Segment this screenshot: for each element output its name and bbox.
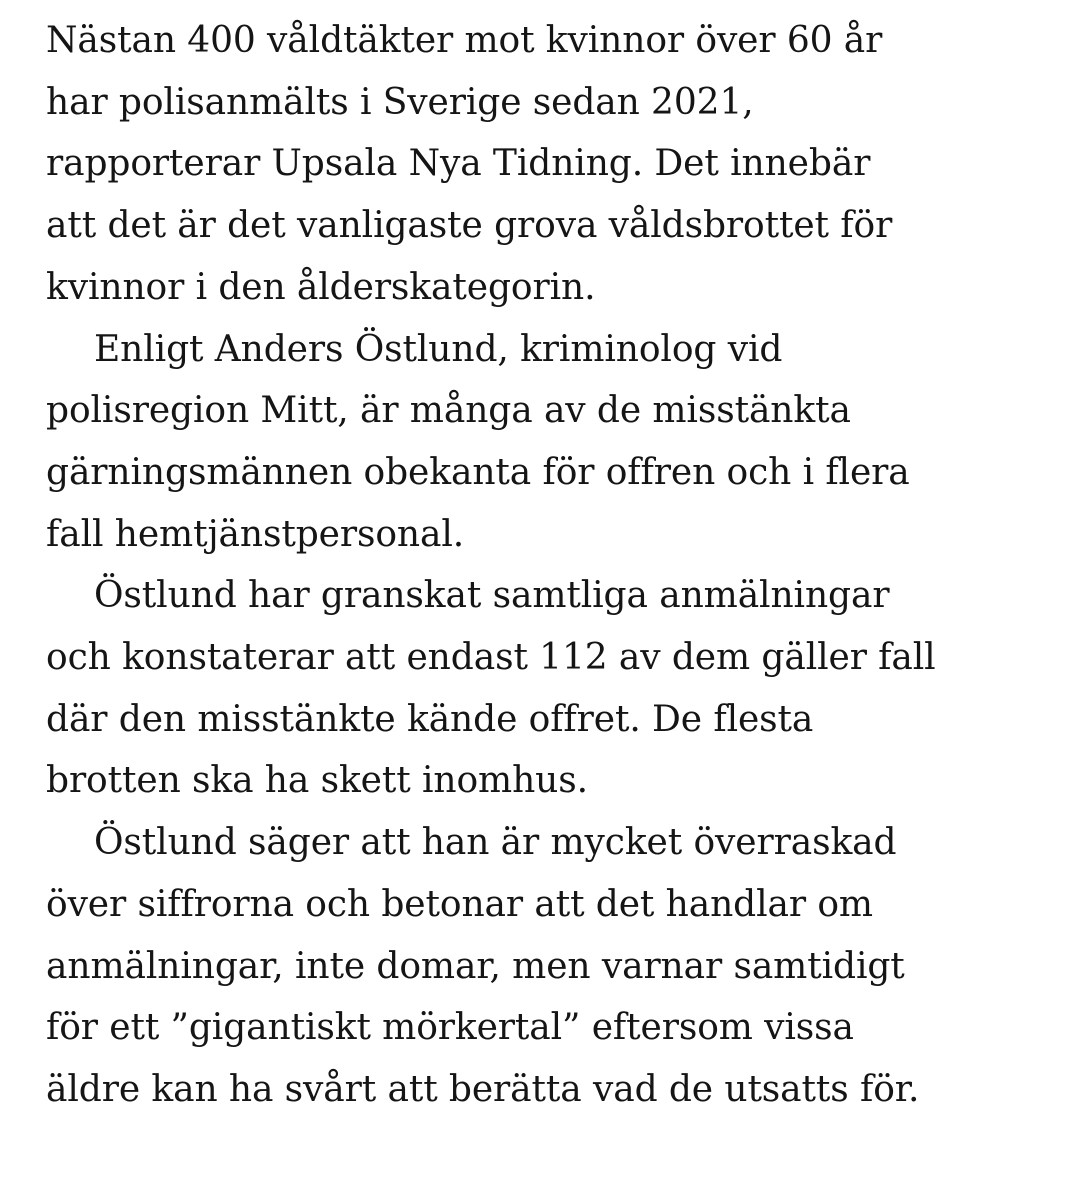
text-line: Nästan 400 våldtäkter mot kvinnor över 60 år — [46, 20, 883, 61]
text-line: att det är det vanligaste grova våldsbrottet för — [46, 205, 893, 247]
paragraph-1 — [46, 10, 1056, 319]
text-line: gärningsmännen obekanta för offren och i flera — [46, 451, 910, 493]
article-body — [46, 10, 1056, 1121]
text-line: Östlund har granskat samtliga anmälningar — [94, 575, 890, 617]
text-line: äldre kan ha svårt att berätta vad de utsatts för. — [46, 1068, 920, 1110]
text-line: Enligt Anders Östlund, kriminolog vid — [94, 328, 783, 370]
text-line: anmälningar, inte domar, men varnar samtidigt — [46, 945, 905, 987]
paragraph-4 — [46, 812, 1056, 1121]
text-line: för ett ”gigantiskt mörkertal” eftersom vissa — [46, 1007, 854, 1049]
text-line: kvinnor i den ålderskategorin. — [46, 266, 596, 308]
text-line: fall hemtjänstpersonal. — [46, 513, 465, 555]
text-line: och konstaterar att endast 112 av dem gäller fall — [46, 637, 936, 679]
text-line: polisregion Mitt, är många av de misstänkta — [46, 390, 851, 432]
text-line: rapporterar Upsala Nya Tidning. Det innebär — [46, 143, 871, 185]
paragraph-3 — [46, 565, 1056, 812]
text-line: har polisanmälts i Sverige sedan 2021, — [46, 81, 754, 123]
text-line: brotten ska ha skett inomhus. — [46, 760, 588, 802]
paragraph-2 — [46, 319, 1056, 566]
text-line: Östlund säger att han är mycket överraskad — [94, 822, 897, 864]
text-line: över siffrorna och betonar att det handlar om — [46, 883, 873, 925]
text-line: där den misstänkte kände offret. De flesta — [46, 698, 814, 740]
